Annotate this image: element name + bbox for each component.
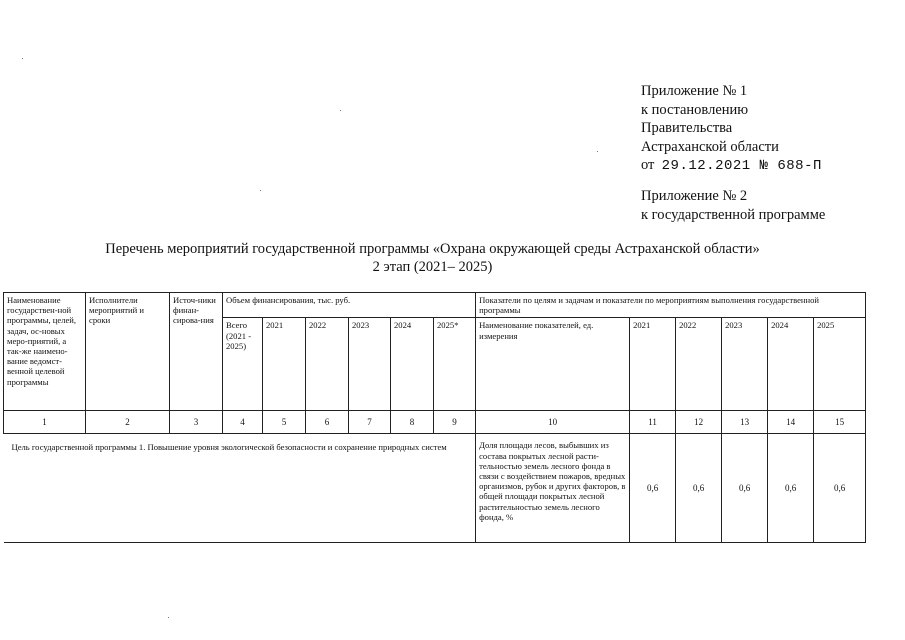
column-number: 5 [263, 411, 306, 434]
column-number: 2 [86, 411, 170, 434]
annex-1-line: к постановлению [641, 101, 749, 118]
annex-2-line: Приложение № 2 [641, 188, 748, 204]
annex-2-block [641, 187, 825, 224]
header-indicator-year: 2025 [814, 318, 866, 411]
header-indicator-year: 2024 [768, 318, 814, 411]
column-number: 15 [814, 411, 866, 434]
header-name: Наименование государствен-ной программы, целей, задач, ос-новых меро-приятий, а так-же наимено-вание ведомст-венной целевой программы [4, 293, 86, 411]
header-total: Всего (2021 - 2025) [223, 318, 263, 411]
table-row [4, 434, 866, 543]
annex-1-line: Приложение № 1 [641, 83, 748, 99]
header-year: 2023 [349, 318, 391, 411]
header-indicator-name: Наименование показателей, ед. измерения [476, 318, 630, 411]
column-number: 10 [476, 411, 630, 434]
document-title-line-1: Перечень мероприятий государственной программы «Охрана окружающей среды Астраханской области» [105, 241, 760, 257]
column-number: 3 [170, 411, 223, 434]
indicator-value: 0,6 [676, 434, 722, 543]
annex-1-block [641, 82, 822, 176]
scan-speck [597, 151, 598, 152]
column-number: 8 [391, 411, 434, 434]
goal-cell: Цель государственной программы 1. Повышение уровня экологической безопасности и сохранение природных систем [4, 434, 476, 543]
annex-1-date-line [641, 156, 822, 176]
annex-1-date-prefix: от [641, 157, 655, 173]
header-indicators-group: Показатели по целям и задачам и показатели по мероприятиям выполнения государственной программы [476, 293, 866, 318]
annex-1-line: Астраханской области [641, 138, 779, 155]
scan-speck [22, 58, 23, 59]
column-number: 9 [434, 411, 476, 434]
column-number: 4 [223, 411, 263, 434]
header-indicator-year: 2022 [676, 318, 722, 411]
document-title [0, 240, 865, 276]
annex-1-date-value: 29.12.2021 № 688-П [661, 158, 822, 174]
header-executors: Исполнители мероприятий и сроки [86, 293, 170, 411]
header-indicator-year: 2021 [630, 318, 676, 411]
table-header-row-1 [4, 293, 866, 318]
scan-speck [168, 617, 169, 618]
indicator-value: 0,6 [722, 434, 768, 543]
indicator-value: 0,6 [768, 434, 814, 543]
indicator-value: 0,6 [630, 434, 676, 543]
measures-table [3, 292, 866, 543]
column-number: 6 [306, 411, 349, 434]
document-title-line-2: 2 этап (2021– 2025) [372, 259, 493, 275]
header-indicator-year: 2023 [722, 318, 768, 411]
header-funding-group: Объем финансирования, тыс. руб. [223, 293, 476, 318]
header-year: 2024 [391, 318, 434, 411]
column-number: 1 [4, 411, 86, 434]
column-number: 12 [676, 411, 722, 434]
column-number-row [4, 411, 866, 434]
column-number: 7 [349, 411, 391, 434]
scan-speck [340, 110, 341, 111]
header-year: 2021 [263, 318, 306, 411]
scan-speck [260, 190, 261, 191]
header-year: 2022 [306, 318, 349, 411]
column-number: 13 [722, 411, 768, 434]
column-number: 11 [630, 411, 676, 434]
indicator-value: 0,6 [814, 434, 866, 543]
annex-1-line: Правительства [641, 120, 733, 136]
header-sources: Источ-ники финан-сирова-ния [170, 293, 223, 411]
header-year: 2025* [434, 318, 476, 411]
indicator-cell: Доля площади лесов, выбывших из состава покрытых лесной расти-тельностью земель лесного фонда в связи с воздействием пожаров, вредных организмов, рубок и других факторов, в общей площади покрытых лесной растительностью земель лесного фонда, % [476, 434, 630, 543]
annex-2-line: к государственной программе [641, 206, 826, 223]
column-number: 14 [768, 411, 814, 434]
